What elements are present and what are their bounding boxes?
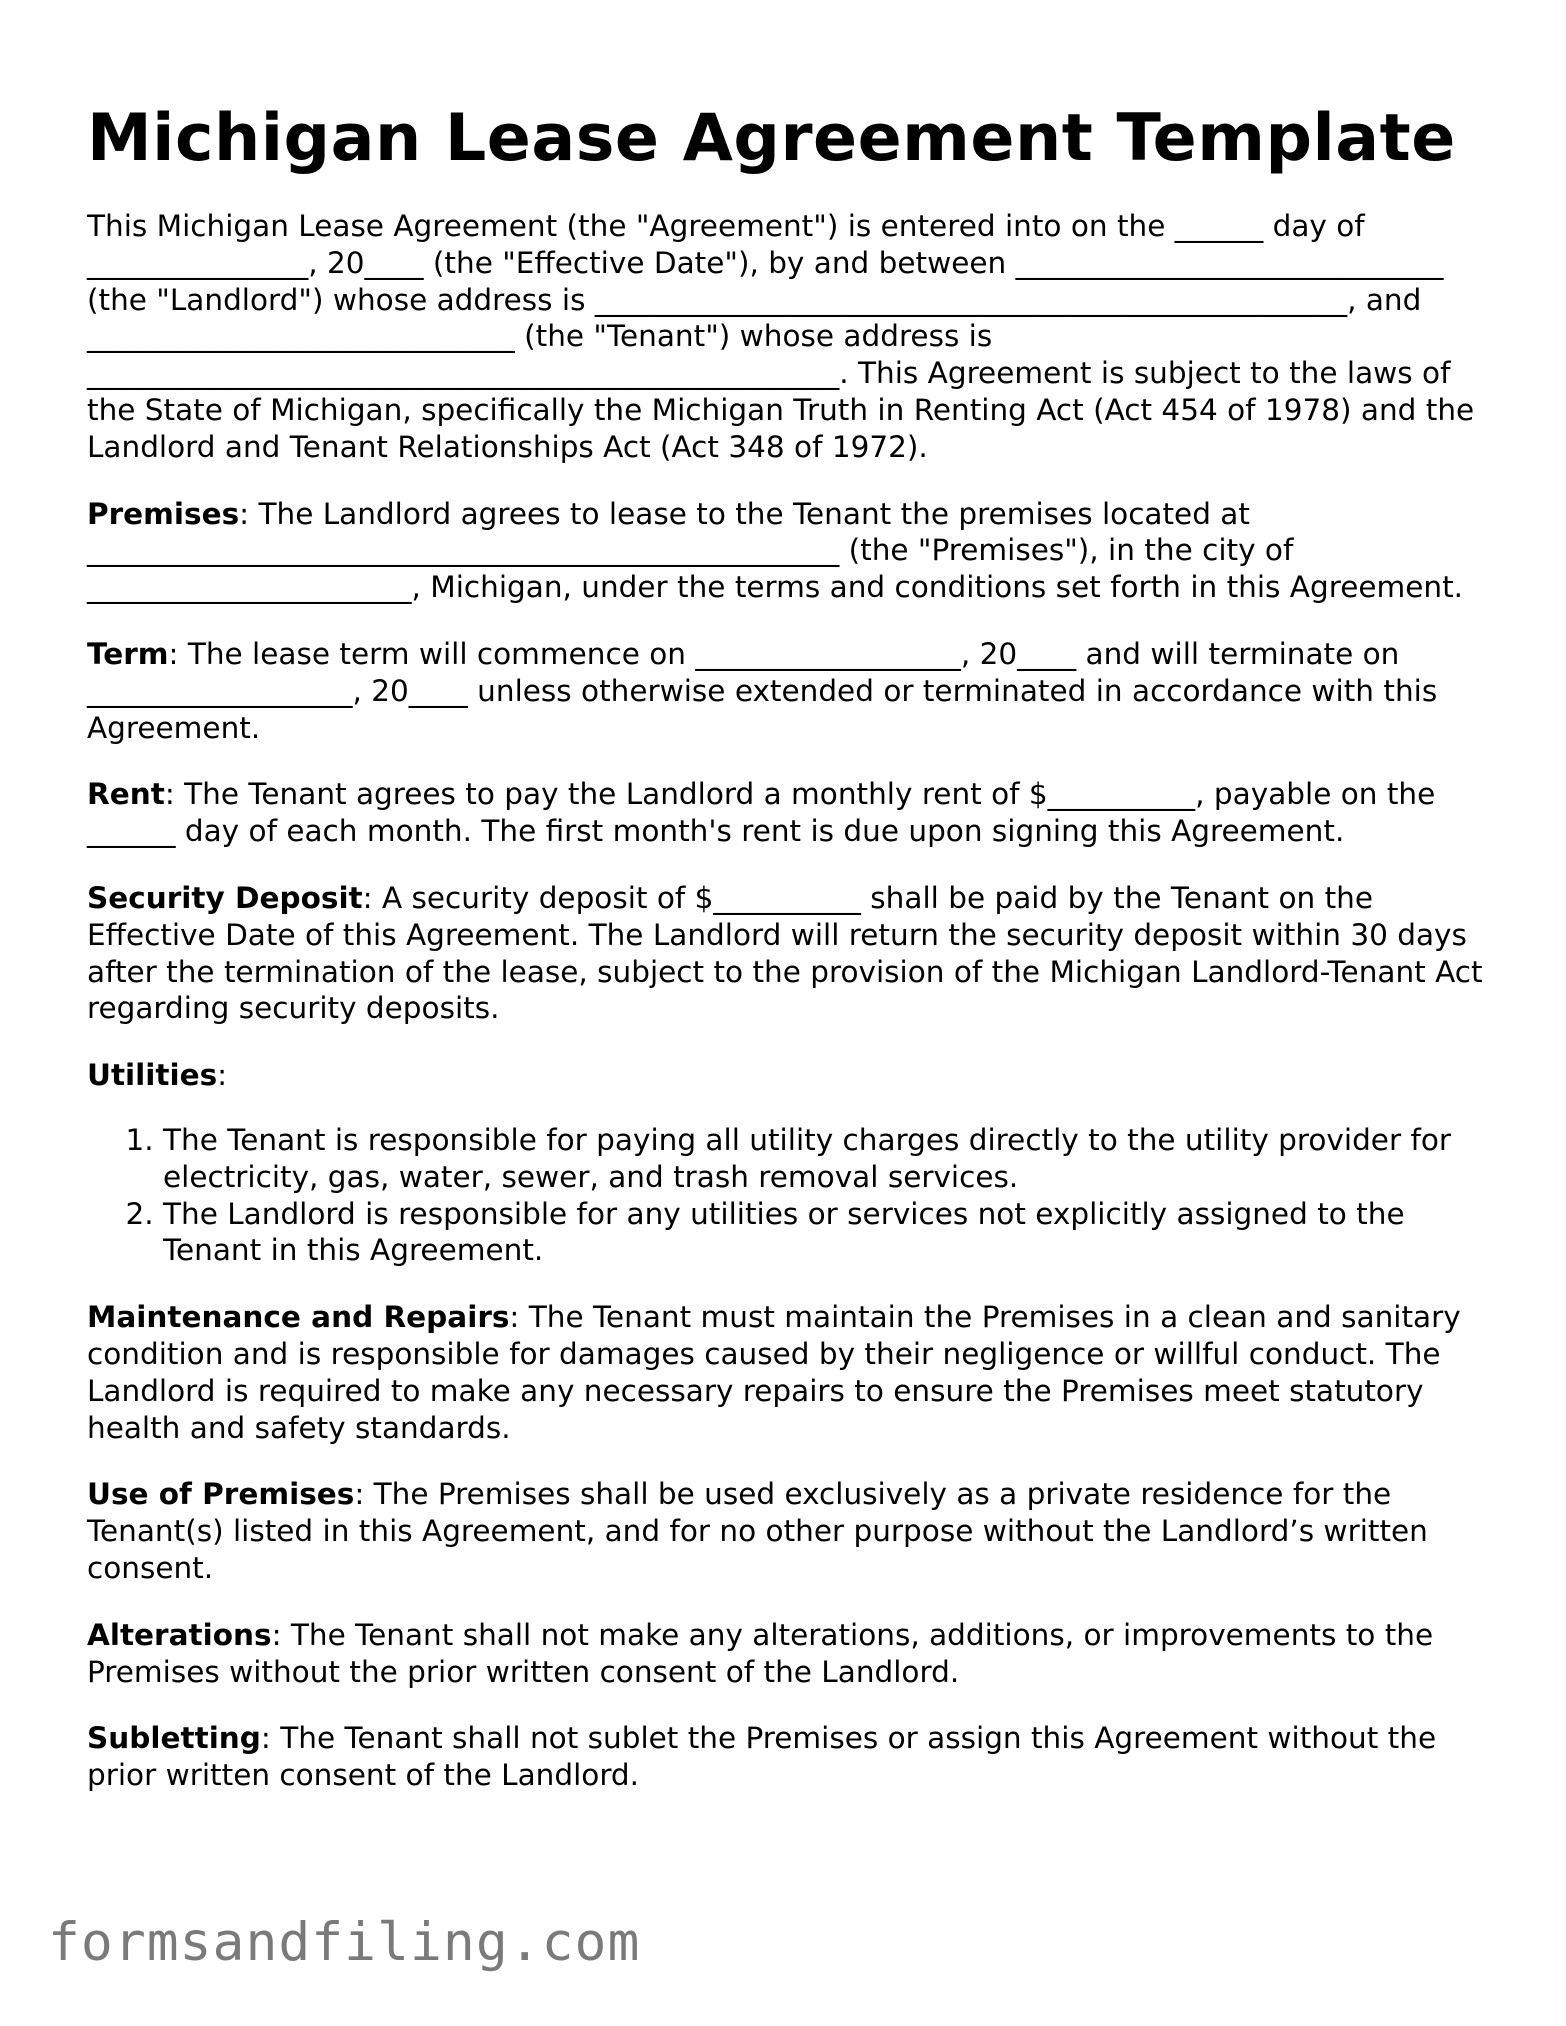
document-title: Michigan Lease Agreement Template (87, 101, 1456, 176)
premises-heading: Premises (87, 496, 240, 531)
security-deposit-section (87, 880, 1492, 1027)
list-item: 1. The Tenant is responsible for paying all utility charges directly to the utility provider for electricity, gas, water, sewer, and trash removal services. (163, 1122, 1492, 1196)
premises-body: : The Landlord agrees to lease to the Tenant the premises located at ___________________________________________________ (the "Premises"), in the city of ______________________, Michigan, under the terms and conditions set forth in this Agreement. (87, 496, 1464, 605)
term-body: : The lease term will commence on __________________, 20____ and will terminate on __________________, 20____ unless otherwise extended or terminated in accordance with this Agreement. (87, 636, 1438, 745)
utilities-section (87, 1057, 1492, 1094)
security-deposit-heading: Security Deposit (87, 880, 363, 915)
intro-paragraph: This Michigan Lease Agreement (the "Agreement") is entered into on the ______ day of _______________, 20____ (the "Effective Date"), by and between _____________________________ (the "Landlord") whose address is ___________________________________________________, and _____________________________ (the "Tenant") whose address is ___________________________________________________. This Agreement is subject to the laws of the State of Michigan, specifically the Michigan Truth in Renting Act (Act 454 of 1978) and the Landlord and Tenant Relationships Act (Act 348 of 1972). (87, 209, 1475, 464)
alterations-heading: Alterations (87, 1617, 272, 1652)
use-of-premises-section (87, 1476, 1492, 1586)
security-deposit-body: : A security deposit of $__________ shall be paid by the Tenant on the Effective Date of this Agreement. The Landlord will return the security deposit within 30 days after the termination of the lease, subject to the provision of the Michigan Landlord-Tenant Act regarding security deposits. (87, 880, 1483, 1026)
subletting-section (87, 1720, 1492, 1794)
alterations-body: : The Tenant shall not make any alterations, additions, or improvements to the Premises without the prior written consent of the Landlord. (87, 1617, 1434, 1689)
utilities-list (87, 1122, 1492, 1269)
site-watermark: formsandfiling.com (48, 1912, 641, 1973)
subletting-body: : The Tenant shall not sublet the Premises or assign this Agreement without the prior written consent of the Landlord. (87, 1721, 1437, 1793)
list-item: 2. The Landlord is responsible for any utilities or services not explicitly assigned to the Tenant in this Agreement. (163, 1196, 1492, 1270)
utilities-body: : (217, 1058, 228, 1093)
maintenance-heading: Maintenance and Repairs (87, 1300, 510, 1335)
rent-section (87, 776, 1492, 850)
term-heading: Term (87, 636, 169, 671)
term-section (87, 636, 1492, 746)
premises-section (87, 496, 1492, 606)
alterations-section (87, 1617, 1492, 1691)
rent-heading: Rent (87, 777, 165, 812)
subletting-heading: Subletting (87, 1721, 261, 1756)
document-page (87, 100, 1492, 1824)
use-of-premises-heading: Use of Premises (87, 1477, 355, 1512)
rent-body: : The Tenant agrees to pay the Landlord a monthly rent of $__________, payable on the ______ day of each month. The first month's rent is due upon signing this Agreement. (87, 777, 1436, 849)
utilities-heading: Utilities (87, 1058, 218, 1093)
maintenance-body: : The Tenant must maintain the Premises in a clean and sanitary condition and is responsible for damages caused by their negligence or willful conduct. The Landlord is required to make any necessary repairs to ensure the Premises meet statutory health and safety standards. (87, 1300, 1461, 1445)
use-of-premises-body: : The Premises shall be used exclusively as a private residence for the Tenant(s) listed in this Agreement, and for no other purpose without the Landlord’s written consent. (87, 1477, 1428, 1585)
maintenance-section (87, 1299, 1492, 1446)
